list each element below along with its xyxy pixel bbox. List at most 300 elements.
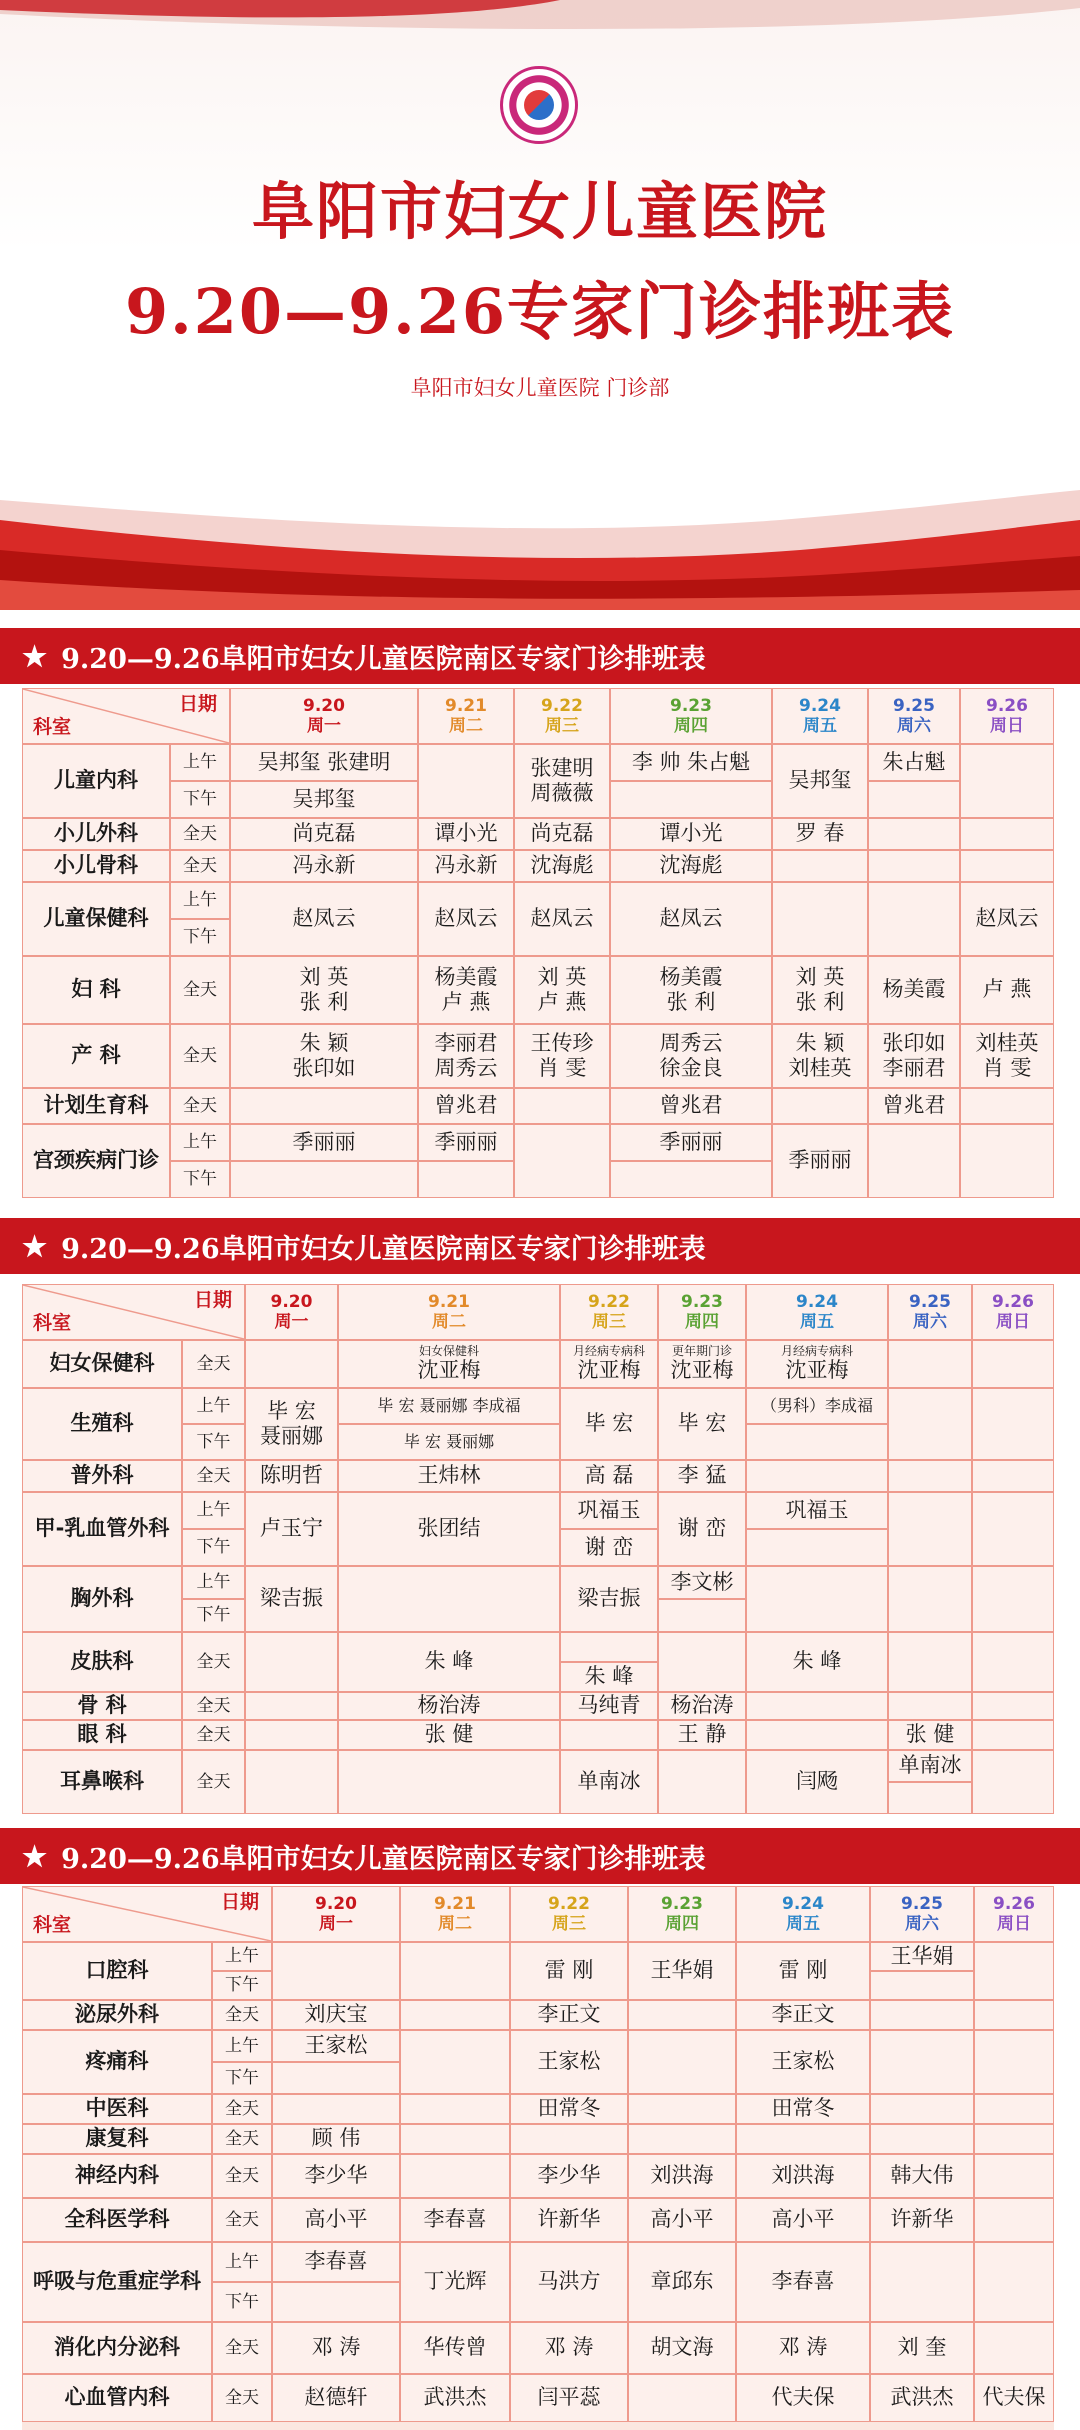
doctor-name: 刘 英 — [537, 964, 587, 989]
empty-cell — [772, 882, 868, 956]
empty-cell — [888, 1492, 972, 1566]
schedule-cell: 高小平 — [628, 2198, 736, 2242]
date: 9.22 — [548, 1893, 590, 1914]
department-caption: 阜阳市妇女儿童医院 门诊部 — [410, 376, 670, 400]
schedule-cell: 田常冬 — [510, 2094, 628, 2124]
schedule-cell: 代夫保 — [974, 2374, 1054, 2422]
section1-banner — [0, 628, 1080, 684]
weekday: 周二 — [438, 1914, 472, 1934]
time-am: 上午 — [212, 2242, 272, 2282]
schedule-cell — [230, 1024, 418, 1088]
empty-cell — [418, 1161, 514, 1198]
schedule-cell: 顾 伟 — [272, 2124, 400, 2154]
logo-emblem-icon — [524, 90, 554, 120]
dept-cell: 胸外科 — [22, 1566, 182, 1632]
schedule-cell — [418, 1024, 514, 1088]
clinic-note: 妇女保健科 — [418, 1343, 479, 1358]
schedule-cell: 赵凤云 — [418, 882, 514, 956]
empty-cell — [746, 1692, 888, 1720]
col-header-mon — [230, 688, 418, 744]
empty-cell — [628, 2030, 736, 2094]
empty-cell — [974, 2094, 1054, 2124]
col-header-fri — [772, 688, 868, 744]
dept-cell: 产 科 — [22, 1024, 170, 1088]
schedule-cell: 梁吉振 — [245, 1566, 338, 1632]
schedule-cell — [746, 1340, 888, 1388]
dept-cell: 妇女保健科 — [22, 1340, 182, 1388]
dept-cell: 宫颈疾病门诊 — [22, 1124, 170, 1198]
schedule-cell: 闫飏 — [746, 1750, 888, 1814]
schedule-cell: 邓 涛 — [736, 2322, 870, 2374]
clinic-note: 更年期门诊 — [671, 1343, 732, 1358]
schedule-cell: 朱 峰 — [338, 1632, 560, 1692]
schedule-cell: 雷 刚 — [736, 1942, 870, 2000]
col-header-tue — [418, 688, 514, 744]
table-corner-header — [22, 1284, 245, 1340]
schedule-cell: 邓 涛 — [510, 2322, 628, 2374]
time-pm: 下午 — [212, 2062, 272, 2094]
doctor-name: 杨美霞 — [659, 964, 723, 989]
empty-cell — [746, 1566, 888, 1632]
empty-cell — [960, 818, 1054, 850]
empty-cell — [960, 1124, 1054, 1198]
date: 9.26 — [992, 1291, 1034, 1312]
section1-banner-text: 9.20—9.26阜阳市妇女儿童医院南区专家门诊排班表 — [61, 643, 706, 675]
empty-cell — [972, 1566, 1054, 1632]
doctor-name: 卢 燕 — [441, 990, 491, 1014]
col-header-sun — [972, 1284, 1054, 1340]
empty-cell — [868, 781, 960, 818]
time-pm: 下午 — [170, 1161, 230, 1198]
time-pm: 下午 — [182, 1599, 245, 1632]
col-header-sat — [870, 1886, 974, 1942]
empty-cell — [230, 1161, 418, 1198]
dept-cell: 小儿骨科 — [22, 850, 170, 882]
time-full: 全天 — [170, 818, 230, 850]
clinic-note: 月经病专病科 — [780, 1343, 853, 1358]
empty-cell — [610, 1161, 772, 1198]
section3-banner-text: 9.20—9.26阜阳市妇女儿童医院南区专家门诊排班表 — [61, 1843, 706, 1875]
table-corner-header — [22, 688, 230, 744]
empty-cell — [746, 1529, 888, 1566]
col-header-thu — [610, 688, 772, 744]
schedule-cell: 尚克磊 — [514, 818, 610, 850]
empty-cell — [972, 1692, 1054, 1720]
schedule-cell: 吴邦玺 张建明 — [230, 744, 418, 781]
schedule-cell: 武洪杰 — [400, 2374, 510, 2422]
date: 9.24 — [782, 1893, 824, 1914]
doctor-name: 卢 燕 — [537, 990, 587, 1014]
doctor-name: 张 利 — [795, 990, 845, 1014]
time-full: 全天 — [212, 2374, 272, 2422]
schedule-cell: 卢玉宁 — [245, 1492, 338, 1566]
empty-cell — [628, 2000, 736, 2030]
doctor-name: 肖 雯 — [537, 1056, 587, 1080]
date: 9.26 — [986, 695, 1028, 716]
empty-cell — [868, 882, 960, 956]
dept-cell: 普外科 — [22, 1460, 182, 1492]
doctor-name: 刘 英 — [795, 964, 845, 989]
time-full: 全天 — [212, 2094, 272, 2124]
empty-cell — [772, 850, 868, 882]
schedule-cell: 许新华 — [870, 2198, 974, 2242]
section2-banner-text: 9.20—9.26阜阳市妇女儿童医院南区专家门诊排班表 — [61, 1233, 706, 1265]
empty-cell — [868, 1124, 960, 1198]
schedule-cell: 李春喜 — [736, 2242, 870, 2322]
dept-cell: 神经内科 — [22, 2154, 212, 2198]
schedule-cell — [658, 1340, 746, 1388]
date: 9.20 — [303, 695, 345, 716]
schedule-cell: 章邱东 — [628, 2242, 736, 2322]
empty-cell — [658, 1750, 746, 1814]
schedule-cell: 张 健 — [888, 1720, 972, 1750]
schedule-cell: 季丽丽 — [418, 1124, 514, 1161]
schedule-cell: 季丽丽 — [230, 1124, 418, 1161]
time-am: 上午 — [212, 2030, 272, 2062]
schedule-cell — [772, 1024, 868, 1088]
empty-cell — [245, 1340, 338, 1388]
time-full: 全天 — [182, 1720, 245, 1750]
empty-cell — [338, 1750, 560, 1814]
schedule-cell: 张 健 — [338, 1720, 560, 1750]
doctor-name: 聂丽娜 — [260, 1424, 323, 1448]
empty-cell — [960, 1088, 1054, 1124]
doctor-name: 刘桂英 — [975, 1030, 1039, 1055]
time-full: 全天 — [212, 2322, 272, 2374]
empty-cell — [400, 2030, 510, 2094]
empty-cell — [514, 1124, 610, 1198]
schedule-cell: 李 猛 — [658, 1460, 746, 1492]
schedule-cell: 杨治涛 — [338, 1692, 560, 1720]
empty-cell — [870, 2124, 974, 2154]
time-full: 全天 — [212, 2198, 272, 2242]
dept-cell: 骨 科 — [22, 1692, 182, 1720]
time-pm: 下午 — [182, 1529, 245, 1566]
time-am: 上午 — [182, 1388, 245, 1424]
weekday: 周日 — [997, 1914, 1031, 1934]
empty-cell — [974, 2154, 1054, 2198]
schedule-cell: 马洪方 — [510, 2242, 628, 2322]
weekday: 周日 — [990, 716, 1024, 736]
empty-cell — [772, 1088, 868, 1124]
schedule-cell: 杨美霞 — [868, 956, 960, 1024]
empty-cell — [230, 1088, 418, 1124]
dept-cell: 小儿外科 — [22, 818, 170, 850]
empty-cell — [658, 1599, 746, 1632]
schedule-cell: 季丽丽 — [772, 1124, 868, 1198]
schedule-cell: 李少华 — [272, 2154, 400, 2198]
schedule-cell: 李正文 — [510, 2000, 628, 2030]
section1-schedule-table — [22, 688, 1054, 1198]
schedule-cell: 李文彬 — [658, 1566, 746, 1599]
schedule-cell — [868, 1024, 960, 1088]
red-ribbon-decoration — [0, 480, 1080, 630]
doctor-name: 徐金良 — [659, 1056, 723, 1080]
schedule-cell: 雷 刚 — [510, 1942, 628, 2000]
date: 9.21 — [434, 1893, 476, 1914]
schedule-cell: 代夫保 — [736, 2374, 870, 2422]
schedule-cell: 刘庆宝 — [272, 2000, 400, 2030]
schedule-cell: 李正文 — [736, 2000, 870, 2030]
doctor-name: 刘 英 — [299, 964, 349, 989]
weekday: 周六 — [905, 1914, 939, 1934]
schedule-cell: 毕 宏 聂丽娜 — [338, 1424, 560, 1460]
col-header-fri — [746, 1284, 888, 1340]
schedule-cell: 毕 宏 — [560, 1388, 658, 1460]
weekday: 周三 — [592, 1312, 626, 1332]
schedule-cell: 谭小光 — [418, 818, 514, 850]
doctor-name: 毕 宏 — [267, 1398, 316, 1423]
date: 9.23 — [661, 1893, 703, 1914]
schedule-cell: 张团结 — [338, 1492, 560, 1566]
empty-cell — [974, 2198, 1054, 2242]
section3-banner — [0, 1828, 1080, 1884]
top-ribbon-decoration — [0, 0, 1080, 60]
schedule-cell — [960, 1024, 1054, 1088]
empty-cell — [888, 1692, 972, 1720]
time-full: 全天 — [170, 956, 230, 1024]
date: 9.24 — [796, 1291, 838, 1312]
page-header — [0, 0, 1080, 630]
empty-cell — [972, 1720, 1054, 1750]
doctor-name: 周薇薇 — [530, 781, 594, 805]
empty-cell — [628, 2374, 736, 2422]
schedule-cell: 赵凤云 — [514, 882, 610, 956]
schedule-cell: 王家松 — [736, 2030, 870, 2094]
doctor-name: 朱 颖 — [795, 1030, 845, 1055]
dept-cell: 皮肤科 — [22, 1632, 182, 1692]
empty-cell — [272, 2094, 400, 2124]
schedule-cell: 武洪杰 — [870, 2374, 974, 2422]
empty-cell — [974, 2000, 1054, 2030]
schedule-cell: 王家松 — [510, 2030, 628, 2094]
schedule-cell: 王华娟 — [870, 1942, 974, 1971]
doctor-name: 沈亚梅 — [577, 1358, 641, 1382]
weekday: 周一 — [274, 1312, 309, 1332]
page-subtitle-dates: 9.20—9.26专家门诊排班表 — [124, 275, 955, 348]
dept-cell: 疼痛科 — [22, 2030, 212, 2094]
col-header-wed — [560, 1284, 658, 1340]
schedule-cell: 冯永新 — [230, 850, 418, 882]
empty-cell — [974, 2242, 1054, 2322]
empty-cell — [972, 1750, 1054, 1814]
weekday: 周二 — [449, 716, 483, 736]
section3-schedule-table — [22, 1886, 1054, 2430]
empty-cell — [400, 2000, 510, 2030]
empty-cell — [974, 2322, 1054, 2374]
empty-cell — [870, 2242, 974, 2322]
col-header-tue — [338, 1284, 560, 1340]
time-full: 全天 — [182, 1340, 245, 1388]
star-icon: ★ — [22, 1229, 48, 1263]
clinic-note: 月经病专病科 — [572, 1343, 645, 1358]
doctor-name: 沈亚梅 — [785, 1358, 849, 1382]
empty-cell — [868, 818, 960, 850]
schedule-cell: 闫平蕊 — [510, 2374, 628, 2422]
time-full: 全天 — [182, 1460, 245, 1492]
empty-cell — [560, 1632, 658, 1662]
schedule-cell: 许新华 — [510, 2198, 628, 2242]
time-am: 上午 — [182, 1566, 245, 1599]
schedule-cell: 罗 春 — [772, 818, 868, 850]
section2-banner — [0, 1218, 1080, 1274]
empty-cell — [272, 1942, 400, 2000]
dept-label: 科室 — [33, 716, 72, 739]
schedule-cell: 王家松 — [272, 2030, 400, 2062]
date: 9.22 — [541, 695, 583, 716]
date: 9.20 — [270, 1291, 313, 1312]
col-header-thu — [628, 1886, 736, 1942]
empty-cell — [960, 744, 1054, 818]
col-header-mon — [245, 1284, 338, 1340]
date-label: 日期 — [193, 1289, 232, 1311]
empty-cell — [658, 1632, 746, 1692]
doctor-name: 张印如 — [882, 1030, 946, 1055]
empty-cell — [418, 744, 514, 818]
weekday: 周日 — [996, 1312, 1030, 1332]
schedule-cell: 杨治涛 — [658, 1692, 746, 1720]
time-full: 全天 — [170, 850, 230, 882]
schedule-cell: 巩福玉 — [560, 1492, 658, 1529]
time-full: 全天 — [182, 1692, 245, 1720]
doctor-name: 李丽君 — [434, 1030, 498, 1055]
empty-cell — [510, 2124, 628, 2154]
time-pm: 下午 — [182, 1424, 245, 1460]
weekday: 周三 — [552, 1914, 586, 1934]
dept-cell: 妇 科 — [22, 956, 170, 1024]
empty-cell — [974, 2124, 1054, 2154]
schedule-cell: 谢 峦 — [658, 1492, 746, 1566]
doctor-name: 张 利 — [299, 990, 349, 1014]
col-header-mon — [272, 1886, 400, 1942]
schedule-cell: 单南冰 — [888, 1750, 972, 1782]
date: 9.21 — [428, 1291, 470, 1312]
empty-cell — [972, 1632, 1054, 1692]
doctor-name: 沈亚梅 — [417, 1358, 481, 1382]
schedule-cell: 季丽丽 — [610, 1124, 772, 1161]
col-header-thu — [658, 1284, 746, 1340]
empty-cell — [960, 850, 1054, 882]
schedule-cell — [772, 956, 868, 1024]
empty-cell — [868, 850, 960, 882]
col-header-wed — [510, 1886, 628, 1942]
weekday: 周四 — [674, 716, 708, 736]
empty-cell — [746, 1424, 888, 1460]
empty-cell — [974, 2030, 1054, 2094]
doctor-name: 刘桂英 — [788, 1056, 852, 1080]
doctor-name: 肖 雯 — [982, 1056, 1032, 1080]
empty-cell — [400, 2124, 510, 2154]
time-am: 上午 — [212, 1942, 272, 1971]
schedule-cell — [230, 956, 418, 1024]
schedule-cell: 李春喜 — [272, 2242, 400, 2282]
table-corner-header — [22, 1886, 272, 1942]
empty-cell — [272, 2062, 400, 2094]
time-full: 全天 — [212, 2154, 272, 2198]
empty-cell — [514, 1088, 610, 1124]
empty-cell — [888, 1388, 972, 1460]
schedule-cell — [610, 956, 772, 1024]
schedule-cell: 梁吉振 — [560, 1566, 658, 1632]
dept-cell: 口腔科 — [22, 1942, 212, 2000]
schedule-cell: 谭小光 — [610, 818, 772, 850]
weekday: 周五 — [800, 1312, 834, 1332]
schedule-cell: 朱 峰 — [560, 1662, 658, 1692]
schedule-cell: 马纯青 — [560, 1692, 658, 1720]
schedule-cell: 李少华 — [510, 2154, 628, 2198]
schedule-cell: 赵凤云 — [960, 882, 1054, 956]
dept-cell: 泌尿外科 — [22, 2000, 212, 2030]
empty-cell — [870, 1971, 974, 2000]
time-pm: 下午 — [170, 919, 230, 956]
weekday: 周二 — [432, 1312, 466, 1332]
doctor-name: 沈亚梅 — [670, 1358, 734, 1382]
empty-cell — [610, 781, 772, 818]
col-header-tue — [400, 1886, 510, 1942]
date: 9.25 — [909, 1291, 951, 1312]
page-title: 阜阳市妇女儿童医院 — [251, 175, 828, 248]
schedule-cell: 陈明哲 — [245, 1460, 338, 1492]
empty-cell — [746, 1460, 888, 1492]
schedule-cell — [610, 1024, 772, 1088]
weekday: 周一 — [319, 1914, 353, 1934]
dept-cell: 耳鼻喉科 — [22, 1750, 182, 1814]
empty-cell — [972, 1388, 1054, 1460]
schedule-cell — [514, 744, 610, 818]
schedule-cell: 高小平 — [736, 2198, 870, 2242]
schedule-cell — [245, 1388, 338, 1460]
star-icon: ★ — [22, 639, 48, 673]
empty-cell — [870, 2094, 974, 2124]
doctor-name: 张建明 — [530, 755, 594, 780]
empty-cell — [400, 1942, 510, 2000]
time-pm: 下午 — [212, 2282, 272, 2322]
empty-cell — [736, 2124, 870, 2154]
schedule-cell: 卢 燕 — [960, 956, 1054, 1024]
doctor-name: 张印如 — [292, 1056, 356, 1080]
dept-label: 科室 — [33, 1914, 72, 1937]
time-full: 全天 — [212, 2124, 272, 2154]
empty-cell — [974, 1942, 1054, 2000]
empty-cell — [560, 1720, 658, 1750]
empty-cell — [245, 1692, 338, 1720]
empty-cell — [888, 1632, 972, 1692]
schedule-cell: 高小平 — [272, 2198, 400, 2242]
time-am: 上午 — [182, 1492, 245, 1529]
empty-cell — [272, 2282, 400, 2322]
empty-cell — [245, 1632, 338, 1692]
date: 9.23 — [670, 695, 712, 716]
schedule-cell — [560, 1340, 658, 1388]
weekday: 周五 — [786, 1914, 820, 1934]
schedule-cell — [338, 1340, 560, 1388]
schedule-cell: 刘洪海 — [628, 2154, 736, 2198]
time-full: 全天 — [212, 2000, 272, 2030]
schedule-cell: 高 磊 — [560, 1460, 658, 1492]
time-am: 上午 — [170, 1124, 230, 1161]
section2-schedule-table — [22, 1284, 1054, 1814]
date: 9.26 — [993, 1893, 1035, 1914]
star-icon: ★ — [22, 1839, 48, 1873]
schedule-cell: 曾兆君 — [418, 1088, 514, 1124]
empty-cell — [400, 2094, 510, 2124]
date-label: 日期 — [178, 693, 217, 715]
time-full: 全天 — [170, 1024, 230, 1088]
time-full: 全天 — [182, 1632, 245, 1692]
empty-cell — [245, 1720, 338, 1750]
col-header-sat — [868, 688, 960, 744]
dept-cell: 生殖科 — [22, 1388, 182, 1460]
